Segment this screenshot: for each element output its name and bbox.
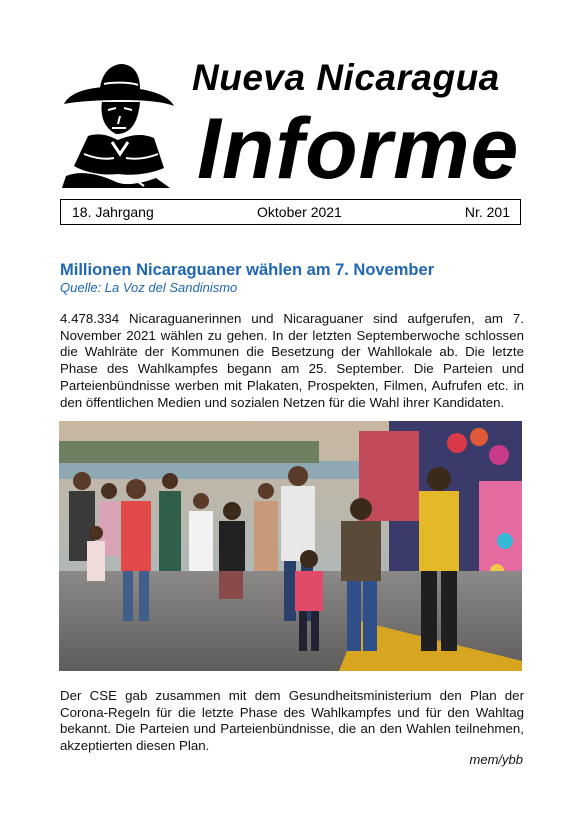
article-paragraph-2: Der CSE gab zusammen mit dem Gesundheitsministerium den Plan der Corona-Regeln für die letzte Phase des Wahlkampfes und für den Wahltag bekannt. Die Parteien und Parteienbündnisse, die an den Wahlen teilnehmen, akzeptierten diesen Plan. (60, 688, 524, 754)
article-headline: Millionen Nicaraguaner wählen am 7. November (60, 261, 435, 279)
sandino-silhouette-icon (60, 58, 178, 190)
masthead-title-top: Nueva Nicaragua (192, 57, 500, 98)
author-signature: mem/ybb (469, 752, 523, 767)
issue-info-bar (60, 199, 521, 225)
masthead-title-main: Informe (197, 101, 520, 197)
article-source: Quelle: La Voz del Sandinismo (60, 280, 238, 295)
volume-year: 18. Jahrgang (72, 204, 154, 220)
article-paragraph-1: 4.478.334 Nicaraguanerinnen und Nicaraguaner sind aufgerufen, am 7. November 2021 wählen zu gehen. In der letzten Septemberwoche schlossen die Wahlräte der Kommunen die Besetzung der Wahllokale ab. Die letzte Phase des Wahlkampfes begann am 25. September. Die Parteien und Parteienbündnisse werben mit Plakaten, Prospekten, Filmen, Aufrufen etc. in den öffentlichen Medien und sozialen Netzen für die Wahl ihrer Kandidaten. (60, 311, 524, 410)
street-crowd-photo (59, 421, 522, 671)
issue-number: Nr. 201 (464, 204, 510, 220)
issue-date: Oktober 2021 (257, 204, 342, 220)
